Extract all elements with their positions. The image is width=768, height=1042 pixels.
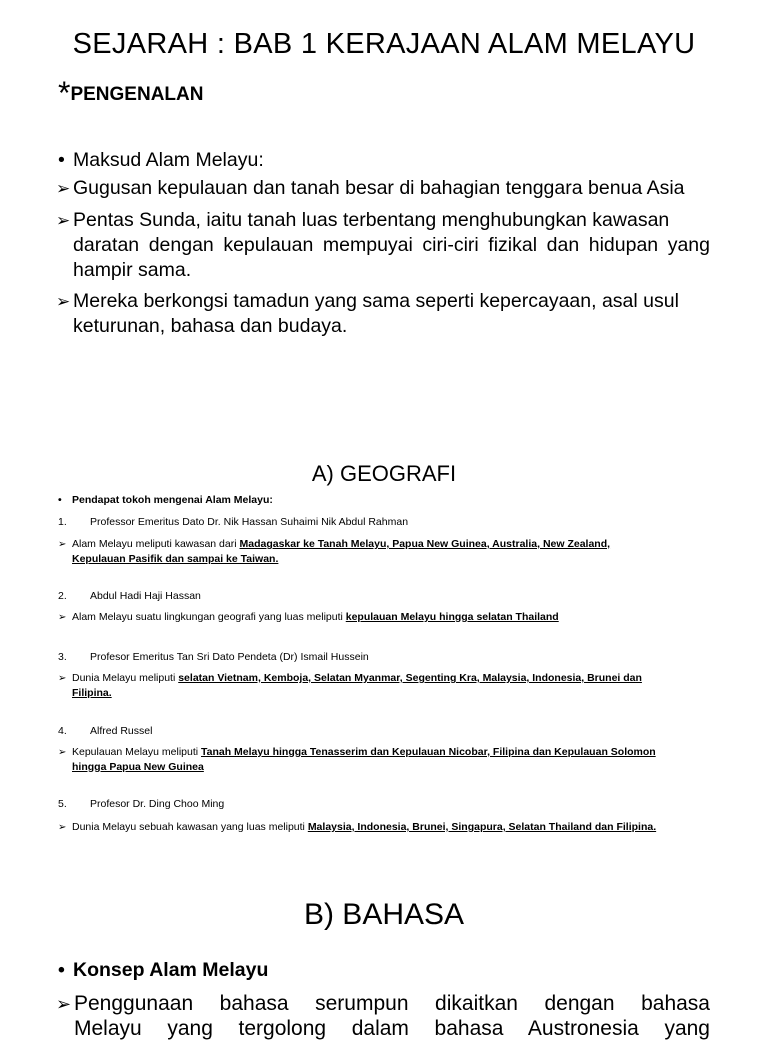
geografi-intro-text: Pendapat tokoh mengenai Alam Melayu: [72,494,273,506]
list-number: 3. [58,651,67,663]
intro-point-3 [56,289,710,339]
tokoh-name: Profesor Emeritus Tan Sri Dato Pendeta (Dr) Ismail Hussein [90,651,369,663]
tokoh-name: Profesor Dr. Ding Choo Ming [90,798,225,810]
intro-point-text: Mereka berkongsi tamadun yang sama seperti kepercayaan, asal usul [73,290,679,312]
tokoh-desc-highlight: Malaysia, Indonesia, Brunei, Singapura, Selatan Thailand dan Filipina. [307,821,657,833]
section-geografi-title: A) GEOGRAFI [311,461,457,486]
bahasa-point-line-1 [56,990,710,1018]
tokoh-1-desc [58,537,710,566]
bullet-dot-icon: • [58,149,65,171]
intro-point-2 [56,208,710,283]
tokoh-desc-highlight: Tanah Melayu hingga Tenasserim dan Kepulauan Nicobar, Filipina dan Kepulauan Solomon [201,746,656,758]
intro-point-text: Pentas Sunda, iaitu tanah luas terbentang menghubungkan kawasan [73,209,670,231]
intro-point-continuation: daratan dengan kepulauan mempuyai ciri-ciri fizikal dan hidupan yang hampir sama. [73,234,710,281]
tokoh-2-name-row [58,589,710,603]
tokoh-4-name-row [58,724,710,738]
bullet-dot-icon: • [58,959,65,981]
tokoh-3-desc [58,671,710,700]
tokoh-desc-highlight: kepulauan Melayu hingga selatan Thailand [345,611,559,623]
list-number: 1. [58,516,67,528]
bahasa-point-text: Penggunaan bahasa serumpun dikaitkan dengan bahasa [74,992,710,1015]
konsep-label: Konsep Alam Melayu [73,959,269,981]
tokoh-name: Abdul Hadi Haji Hassan [90,590,201,602]
tokoh-3-name-row [58,650,710,664]
arrow-bullet-icon: ➢ [58,747,67,758]
list-number: 2. [58,590,67,602]
intro-heading-label: PENGENALAN [70,84,204,105]
tokoh-name: Professor Emeritus Dato Dr. Nik Hassan Suhaimi Nik Abdul Rahman [90,516,409,528]
intro-heading [58,76,203,113]
tokoh-desc-plain: Dunia Melayu meliputi [72,672,179,684]
maksud-bullet [58,148,264,173]
list-number: 5. [58,798,67,810]
tokoh-desc-highlight-cont: Kepulauan Pasifik dan sampai ke Taiwan. [72,553,279,565]
intro-point-text: Gugusan kepulauan dan tanah besar di bahagian tenggara benua Asia [73,177,685,199]
tokoh-desc-highlight: selatan Vietnam, Kemboja, Selatan Myanmar, Segenting Kra, Malaysia, Indonesia, Brunei dan [178,672,642,684]
tokoh-4-desc [58,745,710,774]
arrow-bullet-icon: ➢ [56,994,72,1014]
bahasa-point-line-2: Melayu yang tergolong dalam bahasa Austronesia yang [74,1017,710,1040]
tokoh-2-desc [58,610,710,625]
tokoh-1-name-row [58,515,710,529]
section-bahasa-title: B) BAHASA [303,898,465,931]
tokoh-desc-highlight-cont: hingga Papua New Guinea [72,761,204,773]
tokoh-name: Alfred Russel [90,725,153,737]
geografi-intro [58,493,710,507]
arrow-bullet-icon: ➢ [58,822,67,833]
arrow-bullet-icon: ➢ [58,539,67,550]
tokoh-desc-highlight: Madagaskar ke Tanah Melayu, Papua New Guinea, Australia, New Zealand, [239,538,611,550]
tokoh-desc-plain: Kepulauan Melayu meliputi [72,746,201,758]
konsep-bullet [58,957,268,983]
arrow-bullet-icon: ➢ [56,292,71,311]
list-number: 4. [58,725,67,737]
arrow-bullet-icon: ➢ [56,179,71,198]
maksud-label: Maksud Alam Melayu: [73,149,264,171]
tokoh-desc-plain: Alam Melayu suatu lingkungan geografi yang luas meliputi [72,611,346,623]
tokoh-desc-highlight-cont: Filipina. [72,687,112,699]
arrow-bullet-icon: ➢ [56,211,71,230]
arrow-bullet-icon: ➢ [58,673,67,684]
arrow-bullet-icon: ➢ [58,612,67,623]
asterisk-mark: * [58,75,71,111]
tokoh-desc-plain: Alam Melayu meliputi kawasan dari [72,538,240,550]
bullet-dot-icon: • [58,494,62,506]
tokoh-5-desc [58,820,710,835]
tokoh-5-name-row [58,797,710,811]
tokoh-desc-plain: Dunia Melayu sebuah kawasan yang luas meliputi [72,821,308,833]
page-title: SEJARAH : BAB 1 KERAJAAN ALAM MELAYU [72,28,696,60]
intro-point-1 [56,176,710,201]
intro-point-continuation: keturunan, bahasa dan budaya. [73,315,348,337]
